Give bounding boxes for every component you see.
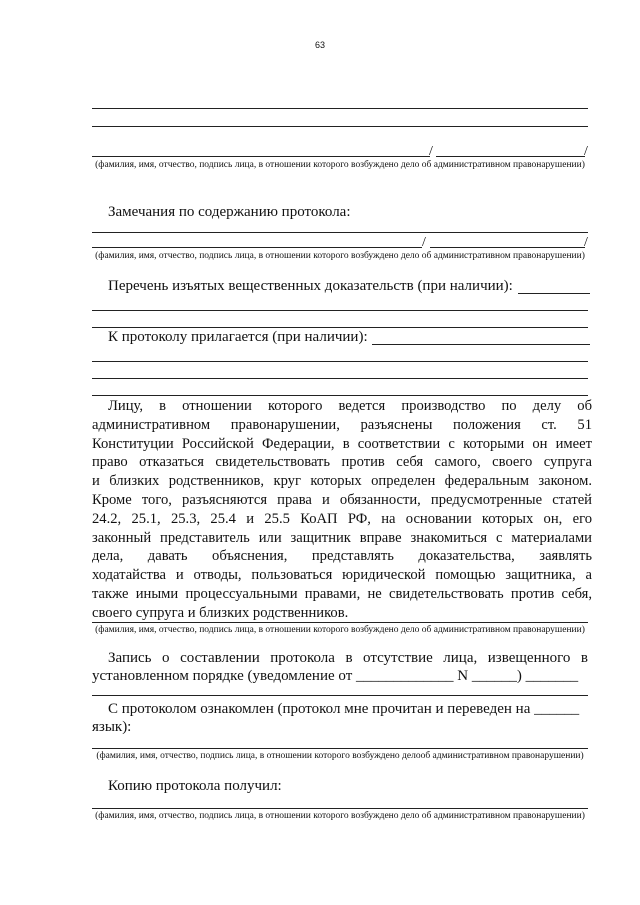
absence-record-line-1: Запись о составлении протокола в отсутствие лица, извещенного в: [108, 650, 588, 666]
familiarized-line-2: язык):: [92, 719, 132, 735]
signature-line: [430, 247, 585, 248]
attached-label: К протоколу прилагается (при наличии):: [108, 329, 368, 345]
paragraph-line: 24.2, 25.1, 25.3, 25.4 и 25.5 КоАП РФ, на основании которых он, его: [92, 510, 592, 527]
paragraph-line: право отказаться свидетельствовать против себя самого, своего супруга: [92, 454, 592, 471]
paragraph-line: Кроме того, разъясняются права и обязанности, предусмотренные статей: [92, 491, 592, 508]
blank-line: [92, 361, 588, 362]
blank-line: [92, 108, 588, 109]
signature-caption: (фамилия, имя, отчество, подпись лица, в отношении которого возбуждено дело об административном правонарушении): [95, 625, 585, 635]
slash-separator: /: [422, 235, 426, 250]
familiarized-line-1: С протоколом ознакомлен (протокол мне прочитан и переведен на ______: [108, 701, 580, 717]
copy-received-label: Копию протокола получил:: [108, 778, 282, 794]
slash-separator: /: [429, 144, 433, 159]
paragraph-line: ходатайства и отводы, пользоваться юридической помощью защитника, а: [92, 567, 592, 584]
paragraph-line: Лицу, в отношении которого ведется производство по делу об: [108, 398, 592, 414]
blank-line: [518, 293, 590, 294]
signature-line: [436, 156, 585, 157]
page-number: 63: [314, 40, 325, 50]
signature-line: [92, 622, 588, 623]
signature-caption: (фамилия, имя, отчество, подпись лица, в отношении которого возбуждено дело об административном правонарушении): [95, 251, 585, 261]
signature-line: [92, 808, 588, 809]
paragraph-line: административном правонарушении, разъяснены положения ст. 51: [92, 416, 592, 433]
paragraph-line: Конституции Российской Федерации, в соответствии с которыми он имеет: [92, 435, 592, 452]
signature-caption: (фамилия, имя, отчество, подпись лица, в отношении которого возбуждено делооб административном правонарушении): [96, 751, 584, 761]
absence-record-line-2: установленном порядке (уведомление от _____________ N ______) _______: [92, 668, 579, 684]
paragraph-line: дела, давать объяснения, представлять доказательства, заявлять: [92, 548, 592, 565]
blank-line: [92, 310, 588, 311]
paragraph-line: и близких родственников, круг которых определен федеральным законом.: [92, 473, 592, 490]
signature-line: [92, 156, 430, 157]
signature-caption: (фамилия, имя, отчество, подпись лица, в отношении которого возбуждено дело об административном правонарушении): [95, 160, 585, 170]
paragraph-line: своего супруга и близких родственников.: [92, 604, 349, 621]
rights-paragraph: [92, 397, 592, 623]
blank-line: [92, 395, 588, 396]
blank-line: [92, 126, 588, 127]
blank-line: [372, 344, 590, 345]
remarks-label: Замечания по содержанию протокола:: [108, 204, 351, 220]
slash-separator: /: [584, 235, 588, 250]
signature-line: [92, 247, 422, 248]
slash-separator: /: [584, 144, 588, 159]
paragraph-line: также иными процессуальными правами, не свидетельствовать против себя,: [92, 585, 592, 602]
blank-line: [92, 695, 588, 696]
signature-caption: (фамилия, имя, отчество, подпись лица, в отношении которого возбуждено дело об административном правонарушении): [95, 811, 585, 821]
blank-line: [92, 378, 588, 379]
paragraph-line: законный представитель или защитник вправе знакомиться с материалами: [92, 529, 592, 546]
blank-line: [92, 232, 588, 233]
evidence-label: Перечень изъятых вещественных доказательств (при наличии):: [108, 278, 513, 294]
signature-line: [92, 748, 588, 749]
